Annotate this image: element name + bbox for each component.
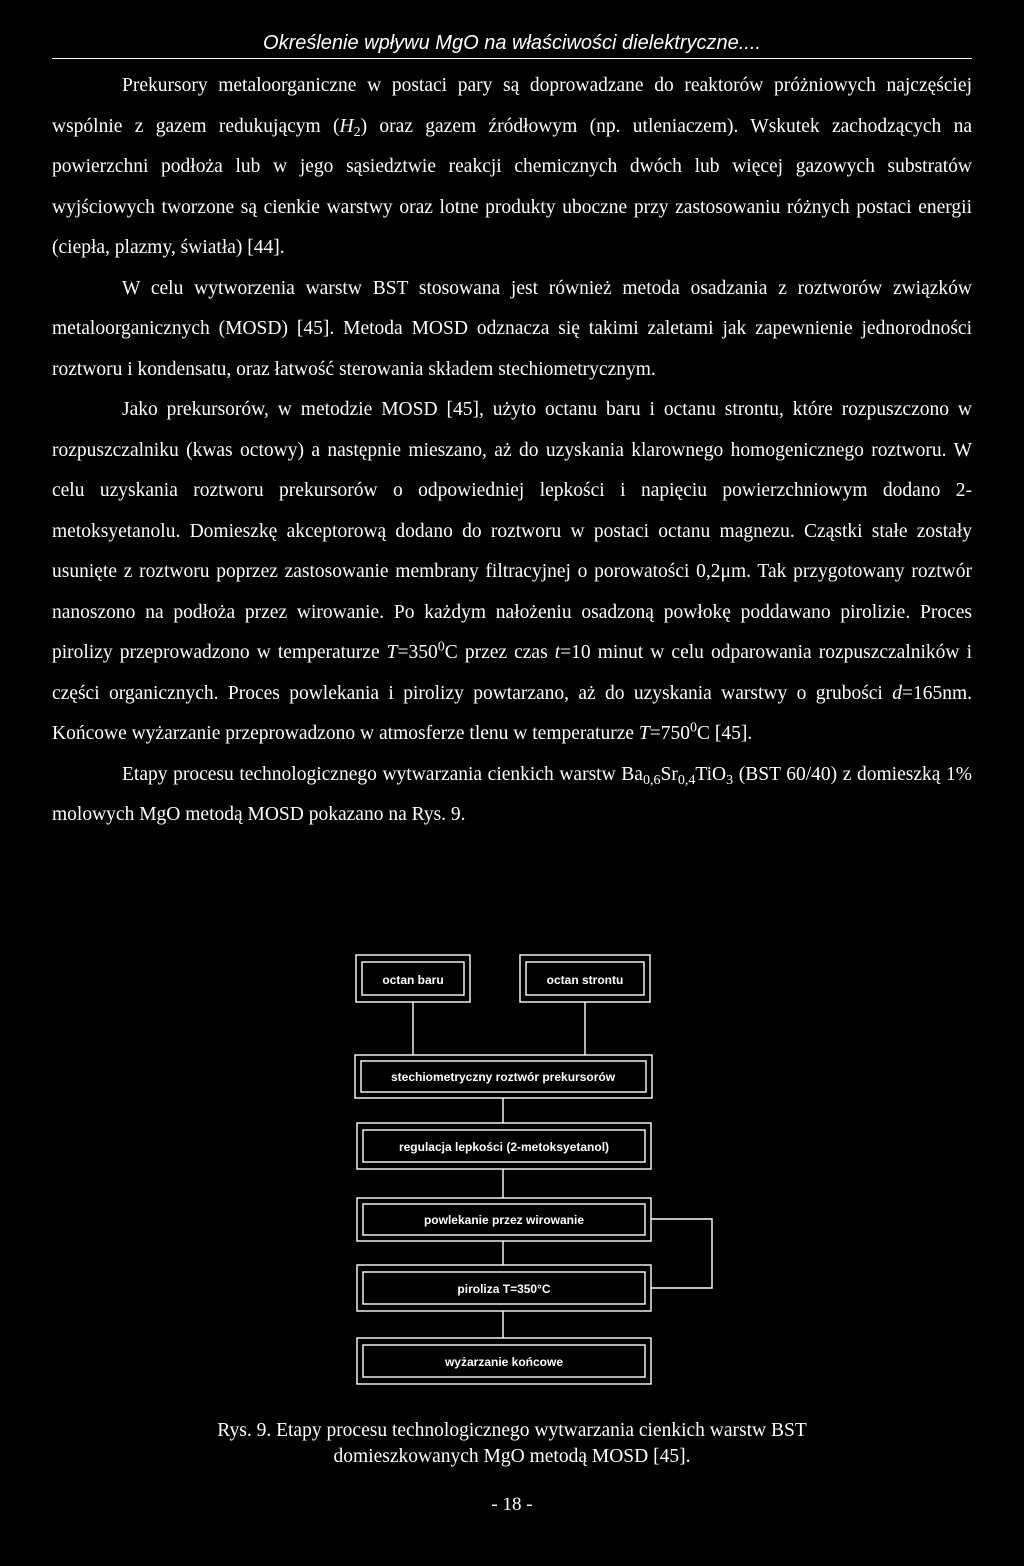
var-temperature-1: T xyxy=(386,642,398,663)
loop-back-connector xyxy=(651,1219,712,1288)
flow-label-piroliza: piroliza T=350°C xyxy=(457,1282,551,1296)
flow-label-powlekanie: powlekanie przez wirowanie xyxy=(423,1213,585,1227)
p1-text-a: Prekursory metaloorganiczne w postaci pary są doprowadzane do reaktorów próżniowych najczęściej wspólnie z gazem redukującym ( xyxy=(52,75,972,137)
flow-box-regulacja-lepkosci xyxy=(357,1123,651,1169)
p3-text-d: =10 minut w celu odparowania rozpuszczalników i części organicznych. Proces powlekania i pirolizy powtarzano, aż do uzyskania warstwy o grubości xyxy=(52,642,972,704)
flow-box-wyzarzanie xyxy=(357,1338,651,1384)
flow-box-piroliza xyxy=(357,1265,651,1311)
flow-box-octan-baru xyxy=(356,955,470,1002)
page-number: - 18 - xyxy=(491,1494,533,1515)
p4-text-c: TiO xyxy=(695,763,727,785)
flow-box-octan-strontu xyxy=(520,955,650,1002)
sr-subscript: 0,4 xyxy=(677,771,696,788)
o-subscript: 3 xyxy=(726,771,734,788)
p3-text-e: =165nm. Końcowe wyżarzanie przeprowadzono w atmosferze tlenu w temperaturze xyxy=(52,682,972,744)
caption-line-2: domieszkowanych MgO metodą MOSD [45]. xyxy=(333,1446,691,1467)
hydrogen-symbol: H xyxy=(339,115,354,137)
p4-text-d: (BST 60/40) z domieszką 1% molowych MgO metodą MOSD pokazano na Rys. 9. xyxy=(52,763,972,825)
paragraph-2: W celu wytworzenia warstw BST stosowana jest również metoda osadzania z roztworów związków metaloorganicznych (MOSD) [45]. Metoda MOSD odznacza się takimi zaletami jak zapewnienie jednorodności roztworu i kondensatu, oraz łatwość sterowania składem stechiometrycznym. xyxy=(52,277,972,380)
p1-text-b: ) oraz gazem źródłowym (np. utleniaczem). Wskutek zachodzących na powierzchni podłoża lub w jego sąsiedztwie reakcji chemicznych dwóch lub więcej gazowych substratów wyjściowych tworzone są cienkie warstwy oraz lotne produkty uboczne przy zastosowaniu różnych postaci energii (ciepła, plazmy, światła) [44]. xyxy=(52,115,972,258)
running-header: Określenie wpływu MgO na właściwości dielektryczne.... xyxy=(263,32,761,54)
degree-sup-2: 0 xyxy=(690,719,698,736)
p3-text-g: C [45]. xyxy=(697,723,753,744)
figure-caption xyxy=(52,1418,972,1470)
flow-label-octan-strontu: octan strontu xyxy=(546,973,624,987)
flow-label-regulacja-lepkosci: regulacja lepkości (2-metoksyetanol) xyxy=(398,1140,610,1154)
p3-text-c: C przez czas xyxy=(444,642,555,663)
p4-text-b: Sr xyxy=(660,763,678,785)
hydrogen-subscript: 2 xyxy=(353,123,361,140)
flow-box-stechiometryczny-roztwor xyxy=(355,1055,652,1098)
var-temperature-2: T xyxy=(638,723,650,744)
flow-label-stechiometryczny-roztwor: stechiometryczny roztwór prekursorów xyxy=(390,1070,616,1084)
flow-box-powlekanie xyxy=(357,1198,651,1241)
p3-text-b: =350 xyxy=(397,642,438,663)
degree-sup-1: 0 xyxy=(437,638,445,655)
ba-subscript: 0,6 xyxy=(642,771,661,788)
p3-text-a: Jako prekursorów, w metodzie MOSD [45], użyto octanu baru i octanu strontu, które rozpuszczono w rozpuszczalniku (kwas octowy) a następnie mieszano, aż do uzyskania klarownego homogenicznego roztworu. W celu uzyskania roztworu prekursorów o odpowiedniej lepkości i napięciu powierzchniowym dodano 2-metoksyetanolu. Domieszkę akceptorową dodano do roztworu w postaci octanu magnezu. Cząstki stałe zostały usunięte z roztworu poprzez zastosowanie membrany filtracyjnej o porowatości 0,2μm. Tak przygotowany roztwór nanoszono na podłoża przez wirowanie. Po każdym nałożeniu osadzoną powłokę poddawano pirolizie. Proces pirolizy przeprowadzono w temperaturze xyxy=(52,399,972,663)
flow-label-wyzarzanie: wyżarzanie końcowe xyxy=(444,1355,564,1369)
p3-text-f: =750 xyxy=(649,723,690,744)
var-time: t xyxy=(554,642,561,663)
flow-label-octan-baru: octan baru xyxy=(382,973,444,987)
p4-text-a: Etapy procesu technologicznego wytwarzania cienkich warstw Ba xyxy=(122,763,643,785)
caption-line-1: Rys. 9. Etapy procesu technologicznego wytwarzania cienkich warstw BST xyxy=(217,1420,807,1441)
var-thickness: d xyxy=(892,682,902,704)
